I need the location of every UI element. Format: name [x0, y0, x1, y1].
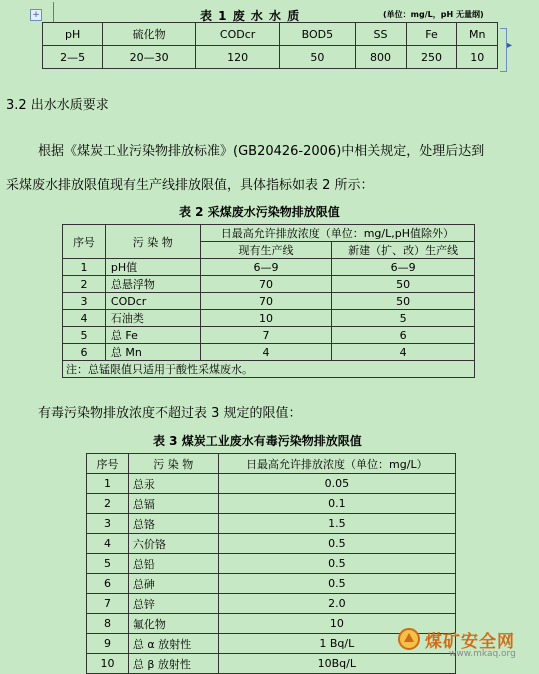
watermark	[397, 623, 537, 667]
table-cell: 总 Mn	[105, 344, 200, 361]
table-row	[63, 276, 475, 293]
table-row	[63, 327, 475, 344]
table-header-cell: 序号	[87, 454, 129, 474]
table-row	[63, 361, 475, 378]
table-cell: 总铅	[128, 554, 218, 574]
table-cell: 氟化物	[128, 614, 218, 634]
table-cell: 50	[280, 46, 355, 69]
table-cell: 4	[63, 310, 106, 327]
table-cell: CODcr	[105, 293, 200, 310]
table-cell: 2	[63, 276, 106, 293]
table-cell: 70	[200, 293, 332, 310]
mine-logo-icon	[397, 627, 421, 651]
section-heading: 3.2 出水水质要求	[6, 98, 109, 113]
table-cell: 10Bq/L	[218, 654, 455, 674]
table-row	[87, 554, 456, 574]
table-cell: 6	[332, 327, 475, 344]
table-cell: 250	[406, 46, 457, 69]
table-header-cell: Mn	[457, 23, 498, 46]
table-row	[87, 494, 456, 514]
watermark-text: 煤矿安全网	[425, 632, 515, 652]
table-cell: 2.0	[218, 594, 455, 614]
expand-arrow-icon[interactable]: ▸	[507, 40, 513, 51]
table-cell: 0.5	[218, 534, 455, 554]
table-row	[63, 344, 475, 361]
table-cell: 5	[332, 310, 475, 327]
table-cell: 6—9	[200, 259, 332, 276]
table3-title: 表 3 煤炭工业废水有毒污染物排放限值	[153, 434, 362, 448]
table-header-cell: 现有生产线	[200, 242, 332, 259]
table-cell: 120	[195, 46, 279, 69]
table-cell: 总铬	[128, 514, 218, 534]
table-cell: 4	[87, 534, 129, 554]
table-cell: 总镉	[128, 494, 218, 514]
table-cell: 1 Bq/L	[218, 634, 455, 654]
table1-unit: (单位：mg/L，pH 无量纲)	[383, 10, 484, 19]
table-cell: 800	[355, 46, 406, 69]
table-header-cell: 污 染 物	[128, 454, 218, 474]
table-row	[63, 259, 475, 276]
table-row	[87, 574, 456, 594]
table-header-cell: BOD5	[280, 23, 355, 46]
table-cell: 3	[87, 514, 129, 534]
table1-title: 表 1 废 水 水 质	[200, 9, 301, 23]
table-cell: 1	[87, 474, 129, 494]
table-cell: 总悬浮物	[105, 276, 200, 293]
table-cell: 8	[87, 614, 129, 634]
table-cell: 7	[87, 594, 129, 614]
table-header-cell: 新建（扩、改）生产线	[332, 242, 475, 259]
table-cell: 2—5	[43, 46, 103, 69]
paragraph: 根据《煤炭工业污染物排放标准》(GB20426-2006)中相关规定，处理后达到	[38, 144, 485, 159]
paragraph: 采煤废水排放限值现有生产线排放限值，具体指标如表 2 所示：	[6, 178, 374, 193]
table2-title: 表 2 采煤废水污染物排放限值	[179, 205, 340, 219]
table-row	[63, 293, 475, 310]
paragraph: 有毒污染物排放浓度不超过表 3 规定的限值：	[38, 406, 302, 421]
table-cell: 0.5	[218, 574, 455, 594]
table-cell: 0.1	[218, 494, 455, 514]
table-row	[87, 454, 456, 474]
table-header-cell: CODcr	[195, 23, 279, 46]
table-cell: 总锌	[128, 594, 218, 614]
table-cell: 1.5	[218, 514, 455, 534]
water-quality-table	[42, 22, 498, 69]
table-header-cell: pH	[43, 23, 103, 46]
table-row	[87, 514, 456, 534]
table-header-cell: 日最高允许排放浓度（单位：mg/L）	[218, 454, 455, 474]
table-cell: 6—9	[332, 259, 475, 276]
table-row	[43, 46, 498, 69]
table-header-cell: 日最高允许排放浓度（单位：mg/L,pH值除外）	[200, 225, 474, 242]
table-cell: 4	[200, 344, 332, 361]
move-handle-icon[interactable]: +	[30, 9, 42, 21]
cursor-line	[53, 2, 54, 22]
table-cell: 总汞	[128, 474, 218, 494]
table-row	[63, 225, 475, 242]
table-cell: 10	[87, 654, 129, 674]
table-header-cell: 序号	[63, 225, 106, 259]
table-resize-icon[interactable]	[500, 28, 507, 72]
table-cell: 50	[332, 276, 475, 293]
table-cell: 0.05	[218, 474, 455, 494]
table-note: 注：总锰限值只适用于酸性采煤废水。	[63, 361, 475, 378]
table-header-cell: SS	[355, 23, 406, 46]
table-cell: 6	[63, 344, 106, 361]
table-cell: 70	[200, 276, 332, 293]
table-header-cell: 硫化物	[103, 23, 196, 46]
table-header-cell: 污 染 物	[105, 225, 200, 259]
table-header-cell: Fe	[406, 23, 457, 46]
table-cell: 六价铬	[128, 534, 218, 554]
table-cell: 10	[200, 310, 332, 327]
table-cell: 总 β 放射性	[128, 654, 218, 674]
table-cell: 5	[87, 554, 129, 574]
table-cell: 石油类	[105, 310, 200, 327]
watermark-url: www.mkaq.org	[449, 649, 516, 659]
table-cell: 4	[332, 344, 475, 361]
table-cell: 10	[218, 614, 455, 634]
table-cell: 2	[87, 494, 129, 514]
table-row	[87, 534, 456, 554]
discharge-limit-table	[62, 224, 475, 378]
table-cell: 7	[200, 327, 332, 344]
table-cell: 20—30	[103, 46, 196, 69]
table-cell: 3	[63, 293, 106, 310]
table-cell: pH值	[105, 259, 200, 276]
table-cell: 9	[87, 634, 129, 654]
table-cell: 50	[332, 293, 475, 310]
table-row	[63, 310, 475, 327]
table-cell: 10	[457, 46, 498, 69]
table-row	[87, 594, 456, 614]
table-cell: 总 Fe	[105, 327, 200, 344]
table-cell: 总 α 放射性	[128, 634, 218, 654]
table-cell: 1	[63, 259, 106, 276]
table-cell: 5	[63, 327, 106, 344]
table-cell: 0.5	[218, 554, 455, 574]
table-row	[43, 23, 498, 46]
table-cell: 总砷	[128, 574, 218, 594]
table-cell: 6	[87, 574, 129, 594]
table-row	[87, 474, 456, 494]
